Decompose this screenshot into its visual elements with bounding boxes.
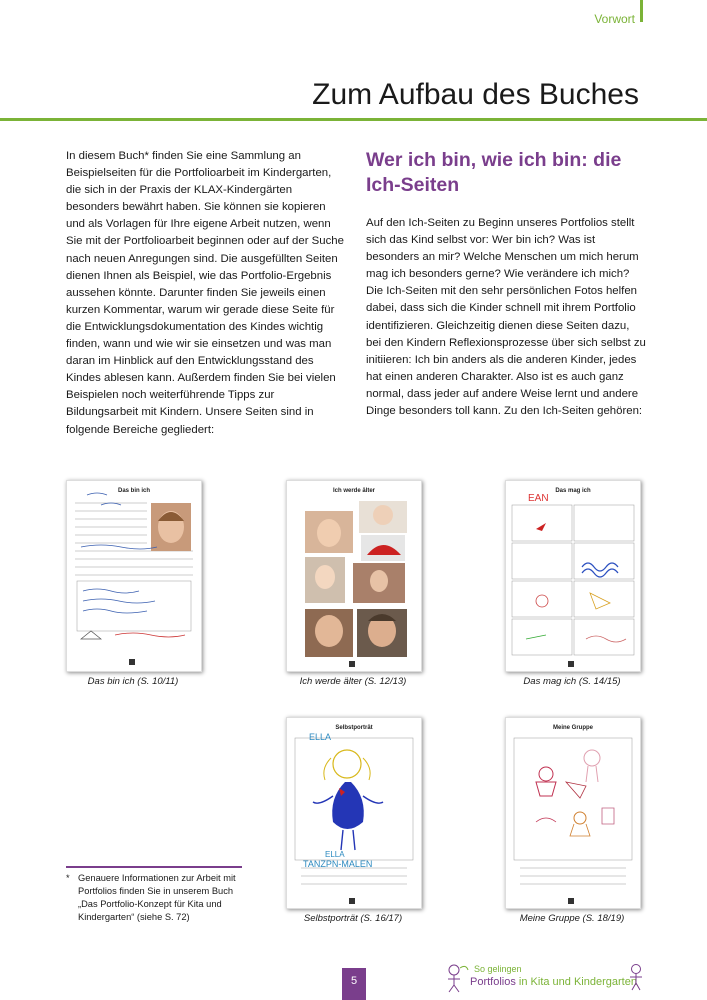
- footnote: [66, 872, 246, 924]
- ich-seiten-paragraph: Auf den Ich-Seiten zu Beginn unseres Portfolios stellt sich das Kind selbst vor: Wer bin ich? Was ist besonders an mir? Welche Menschen um mich herum mag ich besonders gerne? Wie verändere ich mich? Die Ich-Seiten mit den sehr persönlichen Fotos helfen dabei, dass sich die Kinder schnell mit ihrem Portfolio identifizieren. Gleichzeitig dienen diese Seiten dazu, bei den Kindern Reflexionsprozesse über sich selbst zu initiieren: Ich bin anders als die anderen Kinder, jedes hat einen anderen Charakter. Also ist es auch ganz normal, dass jeder auf andere Weise lernt und andere Dinge besonders toll kann. Zu den Ich-Seiten gehören:: [366, 217, 646, 418]
- title-divider: [0, 118, 707, 121]
- thumbnail-caption: Ich werde älter (S. 12/13): [299, 676, 407, 687]
- thumbnail-ich-werde-aelter: [286, 480, 422, 672]
- intro-paragraph: In diesem Buch* finden Sie eine Sammlung an Beispielseiten für die Portfolioarbeit im Kindergarten, die sich in der Praxis der KLAX-Kindergärten besonders bewährt haben. Sie können sie kopieren und als Vorlagen für Ihre eigene Arbeit nutzen, wenn Sie mit der Portfolioarbeit beginnen oder auf der Suche nach neuen Anregungen sind. Die ausgefüllten Seiten dienen Ihnen als Beispiel, wie das Portfolio-Ergebnis aussehen könnte. Darunter finden Sie jeweils einen kurzen Kommentar, warum wir gerade diese Seite für die Entwicklungsdokumentation des Kindes wichtig finden, wann und wie wir sie einsetzen und was man daran im Hinblick auf den Entwicklungsstand des Kindes ablesen kann. Außerdem finden Sie bei vielen Beispielen noch weiterführende Tipps zur Bildungsarbeit mit Kindern. Unsere Seiten sind in folgende Bereiche gegliedert:: [66, 150, 344, 436]
- self-portrait-drawing: [287, 718, 421, 908]
- page-title: Zum Aufbau des Buches: [312, 78, 639, 111]
- thumbnail-caption: Meine Gruppe (S. 18/19): [519, 913, 625, 924]
- thumbnail-caption: Das bin ich (S. 10/11): [87, 676, 179, 687]
- logo-portfolios-word: Portfolios: [470, 976, 516, 988]
- footnote-divider: [66, 866, 242, 868]
- group-drawing: [506, 718, 640, 908]
- thumbnail-title: Das bin ich: [117, 488, 150, 494]
- thumbnail-das-bin-ich: [66, 480, 202, 672]
- page-number: 5: [342, 968, 366, 1000]
- logo-line-1: So gelingen: [474, 964, 522, 974]
- thumbnail-das-mag-ich: [505, 480, 641, 672]
- series-logo: [444, 962, 644, 994]
- child-figure-icon: [444, 962, 470, 994]
- drawing-page-illustration: [506, 481, 640, 671]
- section-marker-bar: [640, 0, 643, 22]
- handwritten-name: ELLA: [309, 732, 332, 742]
- thumbnail-caption: Selbstporträt (S. 16/17): [303, 913, 403, 924]
- handwritten-name: EAN: [528, 493, 549, 504]
- handwritten-text: ELLA: [325, 850, 345, 859]
- thumbnail-meine-gruppe: [505, 717, 641, 909]
- handwritten-text: TANZPN-MALEN: [303, 859, 373, 869]
- thumbnail-title: Meine Gruppe: [552, 725, 593, 731]
- thumbnail-title: Das mag ich: [555, 488, 591, 494]
- thumbnail-selbstportraet: [286, 717, 422, 909]
- thumbnail-title: Ich werde älter: [332, 488, 376, 494]
- logo-line-2-rest: in Kita und Kindergarten: [515, 976, 637, 988]
- child-figure-icon: [626, 962, 646, 992]
- thumbnail-title: Selbstporträt: [335, 725, 373, 731]
- logo-line-2: [470, 976, 637, 988]
- ich-seiten-heading: Wer ich bin, wie ich bin: die Ich-Seiten: [366, 149, 622, 196]
- photo-page-illustration: [287, 481, 421, 671]
- form-page-illustration: [67, 481, 201, 671]
- footnote-marker: *: [66, 873, 70, 883]
- footnote-text: Genauere Informationen zur Arbeit mit Portfolios finden Sie in unserem Buch „Das Portfolio-Konzept für Kita und Kindergarten“ (siehe S. 72): [78, 873, 236, 922]
- thumbnail-caption: Das mag ich (S. 14/15): [523, 676, 621, 687]
- section-label: Vorwort: [594, 12, 635, 26]
